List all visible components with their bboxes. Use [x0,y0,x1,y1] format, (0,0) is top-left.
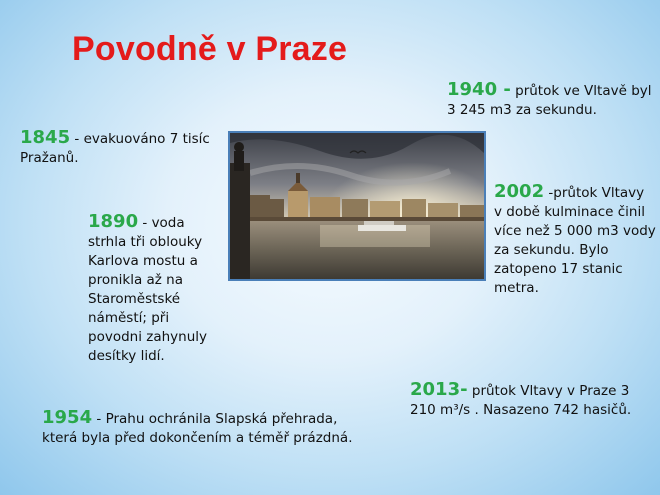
event-text: - evakuováno 7 tisíc Pražanů. [20,131,210,166]
event-text: - Prahu ochránila Slapská přehrada, která byla před dokončením a téměř prázdná. [42,411,353,446]
event-year: 1954 [42,407,93,428]
event-year: 2002 [494,181,545,202]
event-year: 1890 [88,211,139,232]
event-year: 2013- [410,379,468,400]
event-text: - voda strhla tři oblouky Karlova mostu a pronikla až na Staroměstské náměstí; při povodni zahynuly desítky lidí. [88,215,208,364]
event-1954 [42,408,362,448]
event-year: 1845 [20,127,71,148]
event-2013 [410,380,640,420]
prague-river-photo [228,131,486,281]
event-1845 [20,128,220,168]
event-year: 1940 - [447,79,511,100]
event-text: průtok ve Vltavě byl 3 245 m3 za sekundu. [447,83,652,118]
event-text: -průtok Vltavy v době kulminace činil více než 5 000 m3 vody za sekundu. Bylo zatopeno 17 stanic metra. [494,185,656,296]
slide-title: Povodně v Praze [72,30,348,68]
event-1890 [88,212,223,366]
event-1940 [447,80,657,120]
event-text: průtok Vltavy v Praze 3 210 m³/s . Nasazeno 742 hasičů. [410,383,632,418]
event-2002 [494,182,656,298]
